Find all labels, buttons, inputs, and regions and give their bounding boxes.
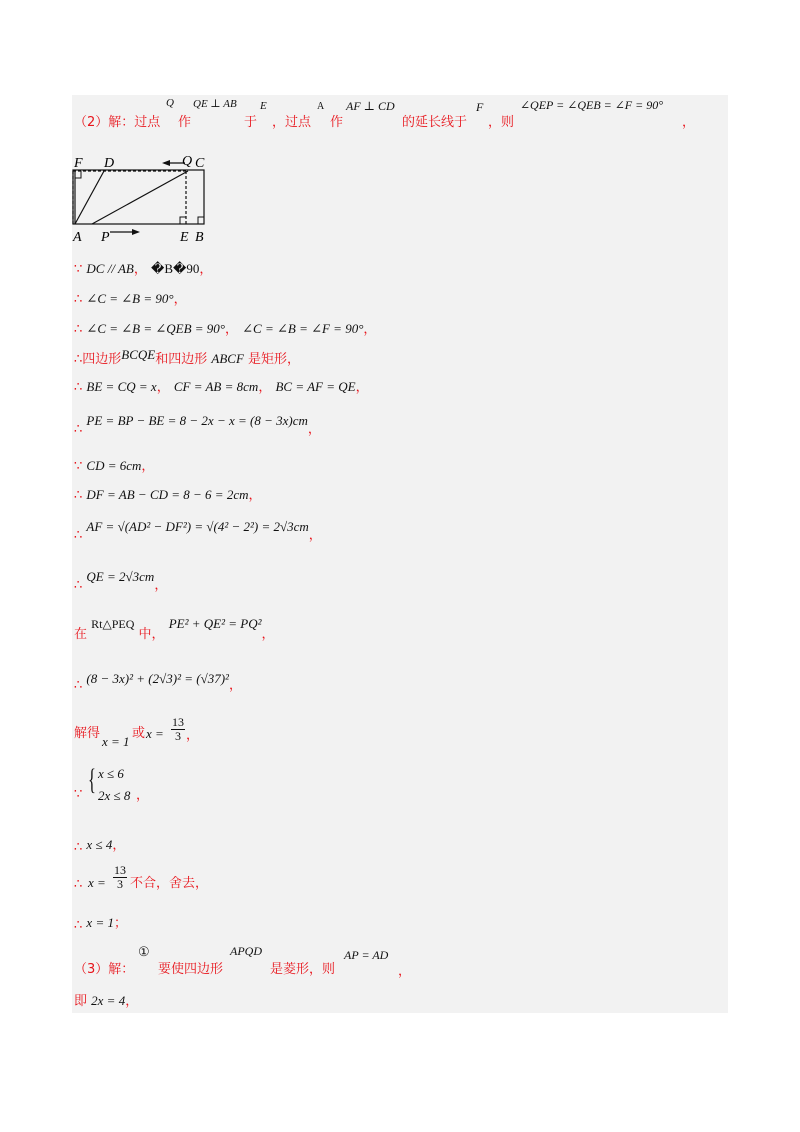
separator: ， <box>248 488 262 503</box>
point-q-label: Q <box>166 97 174 109</box>
separator: ， <box>199 262 213 277</box>
label-F: F <box>74 156 83 171</box>
x-equals: x = <box>88 875 106 890</box>
numerator: 13 <box>114 863 126 877</box>
separator: ， <box>228 678 242 693</box>
step-10 <box>74 569 168 593</box>
separator: ， <box>186 728 200 743</box>
angle-b-90: �B�90 <box>151 261 200 276</box>
step-3 <box>74 322 376 336</box>
step-4 <box>74 347 301 367</box>
text: 是矩形， <box>248 352 301 367</box>
inequality-1: x ≤ 6 <box>98 766 124 781</box>
therefore-symbol: ∴ <box>74 678 83 693</box>
step-8 <box>74 488 262 502</box>
label-P: P <box>101 230 110 245</box>
two-x-4: 2x = 4 <box>91 993 126 1008</box>
therefore-symbol: ∴ <box>74 380 83 395</box>
right-triangle-peq: Rt△PEQ <box>91 617 135 631</box>
text: 要使四边形 <box>158 962 224 977</box>
pe-equation: PE = BP − BE = 8 − 2x − x = (8 − 3x)cm <box>86 413 308 428</box>
denominator: 3 <box>175 728 181 743</box>
step-7 <box>74 459 154 473</box>
separator: ， <box>125 994 139 1009</box>
zuo-text: 作 <box>178 115 192 130</box>
rectangle-abcf-frame <box>73 170 204 224</box>
quad-abcf: ABCF <box>211 351 244 366</box>
label-D: D <box>104 156 115 171</box>
label-E: E <box>180 230 189 245</box>
qe-perp-ab: QE ⊥ AB <box>193 98 237 110</box>
x-le-4: x ≤ 4 <box>86 837 113 852</box>
angle-equation-a: ∠C = ∠B = ∠QEB = 90° <box>86 321 225 336</box>
separator: ， <box>136 788 150 803</box>
af-equation: AF = √(AD² − DF²) = √(4² − 2²) = 2√3cm <box>86 519 309 534</box>
ze-text: ，则 <box>488 115 515 130</box>
zuo-text-2: 作 <box>330 115 344 130</box>
quad-apqd: APQD <box>230 944 262 958</box>
text: 在 <box>74 627 88 642</box>
right-angle-equation: ∠QEP = ∠QEB = ∠F = 90° <box>520 98 664 112</box>
right-angle-mark-e <box>180 217 186 224</box>
cf-ab-8cm: CF = AB = 8cm <box>173 379 259 394</box>
therefore-symbol: ∴ <box>74 578 83 593</box>
separator: ， <box>156 380 170 395</box>
qe-equation: QE = 2√3cm <box>86 569 155 584</box>
af-perp-cd: AF ⊥ CD <box>346 99 395 113</box>
reject-text: 不合，舍去， <box>130 876 209 891</box>
problem-3-prefix: （3）解： <box>74 962 135 977</box>
problem-3-line-2 <box>74 994 138 1008</box>
point-a-label: A <box>317 101 325 112</box>
right-angle-mark-b <box>198 217 204 224</box>
separator: ， <box>307 422 321 437</box>
step-15 <box>74 837 126 855</box>
therefore-symbol: ∴ <box>74 877 83 892</box>
step-17 <box>74 915 127 933</box>
comma: ， <box>682 115 696 130</box>
therefore-symbol: ∴ <box>74 840 83 855</box>
final-x-1: x = 1 <box>86 915 114 930</box>
yu-text: 于 <box>244 115 258 130</box>
pythagorean-equation: PE² + QE² = PQ² <box>168 616 262 631</box>
step-5 <box>74 380 369 394</box>
text: 是菱形，则 <box>270 962 336 977</box>
fraction-13-3 <box>171 716 185 742</box>
label-B: B <box>195 230 204 245</box>
separator: ， <box>154 578 168 593</box>
label-C: C <box>195 156 205 171</box>
fraction-13-3 <box>113 864 127 890</box>
brace-icon: { <box>88 763 96 796</box>
text: 即 <box>74 994 88 1009</box>
separator: ， <box>225 322 239 337</box>
cd-6cm: CD = 6cm <box>86 458 142 473</box>
inequality-2: 2x ≤ 8 <box>98 788 131 803</box>
step-9 <box>74 519 322 543</box>
angle-equation: ∠C = ∠B = 90° <box>86 291 174 306</box>
because-symbol: ∵ <box>74 787 83 802</box>
separator: ， <box>258 380 272 395</box>
bc-af-qe: BC = AF = QE <box>275 379 356 394</box>
therefore-symbol: ∴ <box>74 292 83 307</box>
separator: ， <box>398 964 412 979</box>
step-2 <box>74 292 187 306</box>
separator: ， <box>308 528 322 543</box>
separator: ， <box>173 292 187 307</box>
therefore-symbol: ∴ <box>74 422 83 437</box>
step-6 <box>74 413 321 437</box>
therefore-symbol: ∴ <box>74 322 83 337</box>
guodian-text: ，过点 <box>272 115 312 130</box>
step-12 <box>74 671 242 693</box>
quad-bcqe: BCQE <box>121 347 156 362</box>
separator: ； <box>113 916 127 931</box>
point-e-label: E <box>260 100 267 112</box>
numerator: 13 <box>172 715 184 729</box>
step-11 <box>74 616 275 642</box>
point-f-label: F <box>476 100 484 114</box>
therefore-symbol: ∴ <box>74 918 83 933</box>
dc-parallel-ab: DC // AB <box>86 261 134 276</box>
circled-one: ① <box>138 944 150 959</box>
solution-x-1: x = 1 <box>102 734 130 749</box>
text: 或 <box>132 726 146 741</box>
quadratic-equation: (8 − 3x)² + (2√3)² = (√37)² <box>86 671 229 686</box>
segment-pq <box>92 171 188 224</box>
step-1 <box>74 262 212 276</box>
text: 中， <box>138 627 165 642</box>
df-equation: DF = AB − CD = 8 − 6 = 2cm <box>86 487 249 502</box>
separator: ， <box>355 380 369 395</box>
separator: ， <box>141 459 155 474</box>
text: 和四边形 <box>155 352 208 367</box>
therefore-symbol: ∴ <box>74 488 83 503</box>
angle-equation-b: ∠C = ∠B = ∠F = 90° <box>242 321 364 336</box>
therefore-symbol: ∴ <box>74 528 83 543</box>
solution-x-lhs: x = <box>146 726 164 741</box>
text: ∴四边形 <box>74 352 122 367</box>
separator: ， <box>133 262 147 277</box>
separator: ， <box>363 322 377 337</box>
segment-ad <box>75 171 104 224</box>
separator: ， <box>112 838 126 853</box>
ap-ad: AP = AD <box>344 948 389 962</box>
right-angle-mark-f <box>75 171 81 178</box>
yanchang-text: 的延长线于 <box>402 115 468 130</box>
separator: ， <box>261 627 275 642</box>
label-Q: Q <box>182 154 193 169</box>
geometry-figure <box>70 150 220 245</box>
label-A: A <box>73 230 82 245</box>
be-cq-x: BE = CQ = x <box>86 379 157 394</box>
because-symbol: ∵ <box>74 459 83 474</box>
denominator: 3 <box>117 876 123 891</box>
problem-2-prefix: （2）解：过点 <box>74 115 161 130</box>
because-symbol: ∵ <box>74 262 83 277</box>
text: 解得 <box>74 726 101 741</box>
